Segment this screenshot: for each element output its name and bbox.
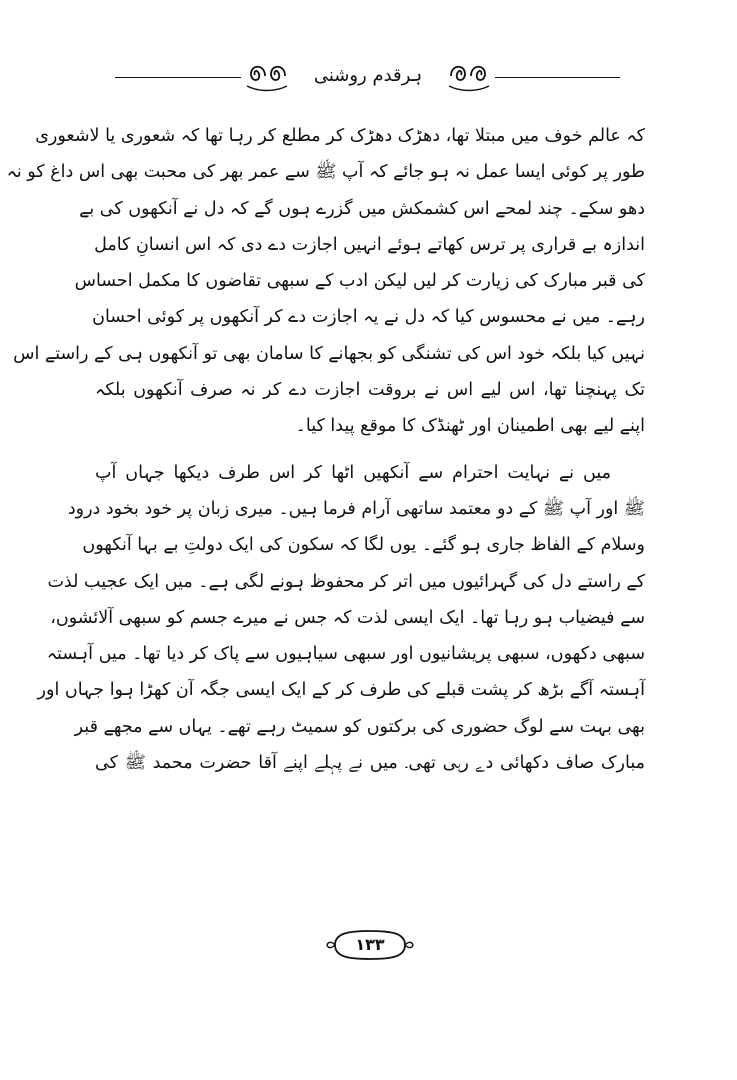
page-body: [6, 118, 645, 781]
header-rule-right: [495, 77, 620, 78]
text-line: دھو سکے۔ چند لمحے اس کشمکش میں گزرے ہوں گے کہ دل نے آنکھوں کی بے: [79, 198, 645, 219]
text-line: تک پہنچنا تھا، اس لیے اس نے بروقت اجازت دے کر نہ صرف آنکھوں بلکہ: [95, 380, 645, 401]
text-line: سبھی دکھوں، سبھی پریشانیوں اور سبھی سیاہیوں سے پاک کر دیا تھا۔ میں آہستہ: [46, 644, 645, 665]
page-header: [115, 50, 620, 100]
flourish-ornament-icon: [447, 58, 491, 94]
text-line: اپنے لیے بھی اطمینان اور ٹھنڈک کا موقع پیدا کیا۔: [295, 416, 645, 437]
paragraph: [6, 118, 645, 445]
text-line: رہے۔ میں نے محسوس کیا کہ دل نے یہ اجازت دے کر آنکھوں پر کوئی احسان: [92, 307, 645, 328]
text-line: کہ عالم خوف میں مبتلا تھا، دھڑک دھڑک کر مطلع کر رہا تھا کہ شعوری یا لاشعوری: [35, 126, 645, 146]
text-line: وسلام کے الفاظ جاری ہو گئے۔ یوں لگا کہ سکون کی ایک دولتِ بے بہا آنکھوں: [82, 535, 645, 556]
text-line: اندازہ بے قراری پر ترس کھاتے ہوئے انہیں اجازت دے دی کہ اس انسانِ کامل: [94, 234, 645, 255]
text-line: میں نے نہایت احترام سے آنکھیں اٹھا کر اس طرف دیکھا جہاں آپ: [95, 462, 611, 483]
text-line: کے راستے دل کی گہرائیوں میں اتر کر محفوظ ہونے لگی ہے۔ میں ایک عجیب لذت: [47, 571, 645, 592]
text-line: نہیں کیا بلکہ خود اس کی تشنگی کو بجھانے کا سامان بھی تو آنکھوں ہی کے راستے اس: [13, 343, 645, 364]
text-line: بھی بہت سے لوگ حضوری کی برکتوں کو سمیٹ رہے تھے۔ یہاں سے مجھے قبر: [74, 716, 645, 737]
flourish-ornament-icon: [245, 58, 289, 94]
text-line: طور پر کوئی ایسا عمل نہ ہو جائے کہ آپ ﷺ سے عمر بھر کی محبت بھی اس داغ کو نہ: [6, 162, 645, 183]
paragraph: [37, 455, 645, 782]
text-line: کی قبر مبارک کی زیارت کر لیں لیکن ادب کے سبھی تقاضوں کا مکمل احساس: [74, 271, 645, 292]
page-number-badge: [325, 928, 415, 962]
text-line: سے فیضیاب ہو رہا تھا۔ ایک ایسی لذت کہ جس نے میرے جسم کو سبھی آلائشوں،: [50, 607, 645, 628]
text-line: آہستہ آگے بڑھ کر پشت قبلے کی طرف کر کے ایک ایسی جگہ آن کھڑا ہوا جہاں اور: [37, 680, 645, 701]
running-header-title: ہرقدم روشنی: [313, 65, 423, 86]
page-number: ۱۳۳: [355, 935, 385, 954]
text-line: ﷺ اور آپ ﷺ کے دو معتمد ساتھی آرام فرما ہیں۔ میری زبان پر خود بخود درود: [67, 498, 645, 519]
text-line: مبارک صاف دکھائی دے رہی تھی۔ میں نے پہلے اپنے آقا حضرت محمد ﷺ کی: [95, 753, 645, 774]
header-rule-left: [115, 77, 241, 78]
